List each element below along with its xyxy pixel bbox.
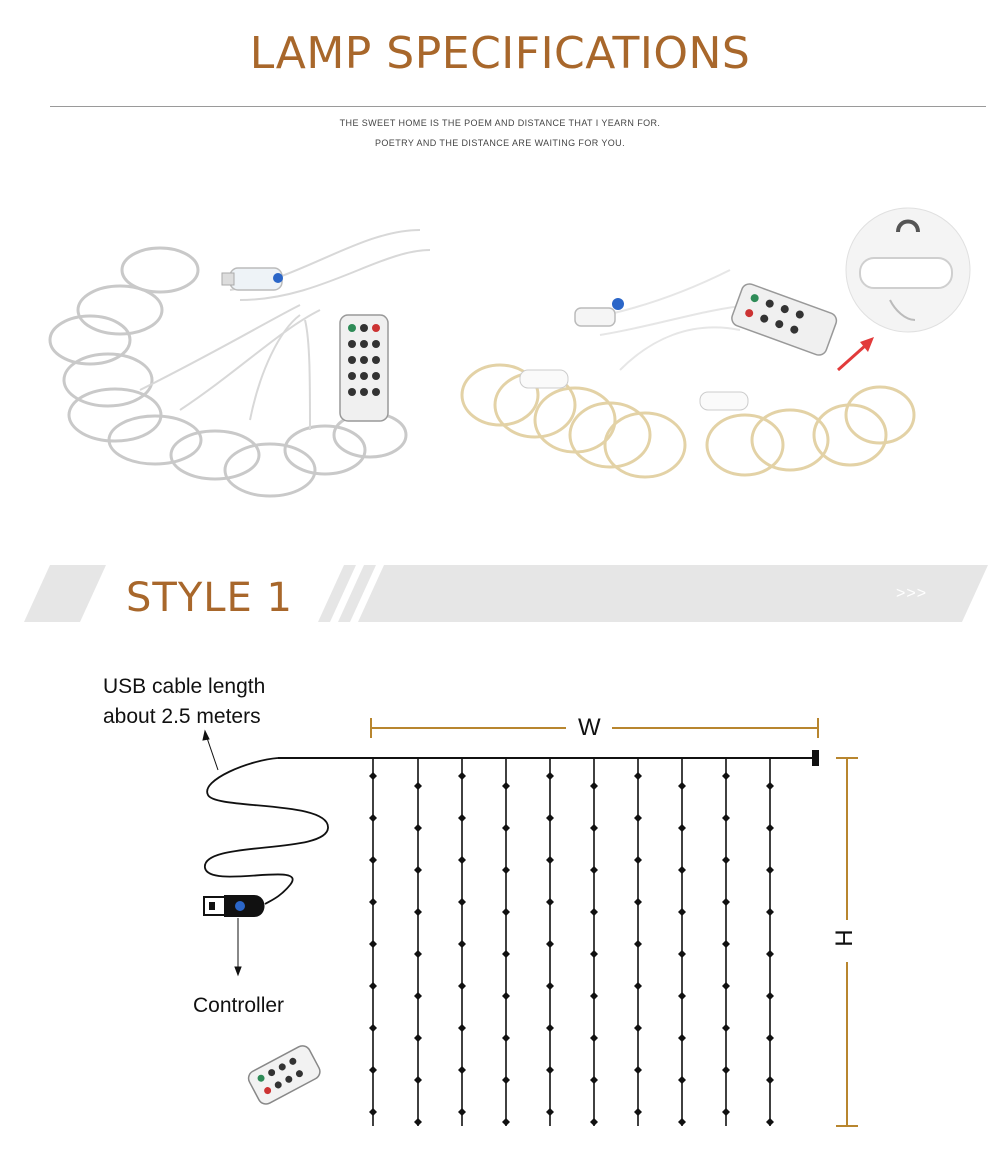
bulb-mark xyxy=(546,814,554,822)
bulb-mark xyxy=(634,856,642,864)
hook-inset xyxy=(846,208,970,332)
bulb-mark xyxy=(502,908,510,916)
bulb-mark xyxy=(414,1076,422,1084)
product-photo-warm xyxy=(462,270,914,477)
usb-text-line-1: USB cable length xyxy=(103,675,266,698)
bulb-mark xyxy=(634,814,642,822)
tagline-line-1: THE SWEET HOME IS THE POEM AND DISTANCE THAT I YEARN FOR. xyxy=(339,118,661,128)
controller-pointer xyxy=(235,918,241,975)
bulb-mark xyxy=(458,1024,466,1032)
bulb-mark xyxy=(458,982,466,990)
bulb-mark xyxy=(458,772,466,780)
usb-cable-length-label xyxy=(103,672,265,732)
title-divider xyxy=(50,106,986,107)
bulb-mark xyxy=(414,908,422,916)
tagline-line-2: POETRY AND THE DISTANCE ARE WAITING FOR YOU. xyxy=(375,138,625,148)
bulb-mark xyxy=(766,866,774,874)
bulb-mark xyxy=(546,898,554,906)
bulb-mark xyxy=(766,1034,774,1042)
bulb-mark xyxy=(766,1118,774,1126)
bulb-mark xyxy=(502,1034,510,1042)
usb-text-prefix: about xyxy=(103,705,162,728)
bulb-mark xyxy=(590,1034,598,1042)
bulb-mark xyxy=(369,772,377,780)
usb-plug-icon xyxy=(204,895,265,917)
bulb-mark xyxy=(722,898,730,906)
bulb-mark xyxy=(590,908,598,916)
bulb-mark xyxy=(678,992,686,1000)
bulb-mark xyxy=(414,1034,422,1042)
bulb-mark xyxy=(546,1066,554,1074)
bulb-mark xyxy=(634,1066,642,1074)
bulb-mark xyxy=(502,1076,510,1084)
bulb-mark xyxy=(369,1108,377,1116)
bulb-mark xyxy=(458,1066,466,1074)
bulb-mark xyxy=(458,814,466,822)
style-label: STYLE 1 xyxy=(126,575,293,621)
bulb-mark xyxy=(722,772,730,780)
bulb-mark xyxy=(546,982,554,990)
bulb-mark xyxy=(369,940,377,948)
bulb-mark xyxy=(766,908,774,916)
bulb-mark xyxy=(766,782,774,790)
bulb-mark xyxy=(766,992,774,1000)
bulb-mark xyxy=(678,782,686,790)
bulb-mark xyxy=(369,856,377,864)
height-label: H xyxy=(829,929,857,947)
bulb-marks xyxy=(369,772,774,1126)
bulb-mark xyxy=(678,908,686,916)
bulb-mark xyxy=(546,772,554,780)
bulb-mark xyxy=(722,856,730,864)
bulb-mark xyxy=(634,940,642,948)
bulb-mark xyxy=(590,824,598,832)
bulb-mark xyxy=(369,1066,377,1074)
bulb-mark xyxy=(458,898,466,906)
bulb-mark xyxy=(634,898,642,906)
product-photos xyxy=(0,170,1000,550)
bulb-mark xyxy=(678,824,686,832)
bulb-mark xyxy=(766,824,774,832)
bulb-mark xyxy=(546,856,554,864)
bulb-mark xyxy=(722,1024,730,1032)
bulb-mark xyxy=(546,940,554,948)
controller-label: Controller xyxy=(193,994,285,1017)
bulb-mark xyxy=(414,992,422,1000)
bulb-mark xyxy=(414,824,422,832)
remote-control-icon xyxy=(340,315,388,421)
bulb-mark xyxy=(722,1066,730,1074)
page-title: LAMP SPECIFICATIONS xyxy=(249,28,751,79)
bulb-mark xyxy=(502,824,510,832)
bulb-mark xyxy=(678,866,686,874)
bulb-mark xyxy=(458,856,466,864)
bulb-mark xyxy=(722,814,730,822)
bulb-mark xyxy=(590,782,598,790)
bulb-mark xyxy=(634,1108,642,1116)
bulb-mark xyxy=(546,1024,554,1032)
remote-control-icon-2 xyxy=(730,282,839,358)
bulb-mark xyxy=(458,940,466,948)
bulb-mark xyxy=(502,782,510,790)
bulb-mark xyxy=(766,950,774,958)
bulb-mark xyxy=(414,866,422,874)
bulb-mark xyxy=(678,1034,686,1042)
bulb-mark xyxy=(590,992,598,1000)
width-label: W xyxy=(578,714,601,741)
bulb-mark xyxy=(369,814,377,822)
usb-text-suffix: meters xyxy=(190,705,261,728)
bulb-mark xyxy=(678,1076,686,1084)
bulb-mark xyxy=(590,950,598,958)
red-arrow-icon xyxy=(838,337,874,370)
bulb-mark xyxy=(722,940,730,948)
bulb-mark xyxy=(590,866,598,874)
bulb-mark xyxy=(634,1024,642,1032)
usb-length-value: 2.5 xyxy=(161,705,191,728)
top-wire xyxy=(278,750,819,766)
bulb-mark xyxy=(414,782,422,790)
next-arrows: >>> xyxy=(896,585,928,602)
bulb-mark xyxy=(546,1108,554,1116)
bulb-mark xyxy=(678,950,686,958)
bulb-mark xyxy=(414,950,422,958)
remote-control-small-icon xyxy=(246,1043,323,1107)
bulb-mark xyxy=(369,1024,377,1032)
bulb-mark xyxy=(766,1076,774,1084)
bulb-mark xyxy=(414,1118,422,1126)
bulb-mark xyxy=(634,982,642,990)
light-strands xyxy=(373,758,770,1126)
bulb-mark xyxy=(502,992,510,1000)
bulb-mark xyxy=(678,1118,686,1126)
bulb-mark xyxy=(634,772,642,780)
usb-cable xyxy=(205,758,328,904)
bulb-mark xyxy=(502,866,510,874)
bulb-mark xyxy=(369,982,377,990)
bulb-mark xyxy=(458,1108,466,1116)
bulb-mark xyxy=(722,1108,730,1116)
bulb-mark xyxy=(590,1118,598,1126)
bulb-mark xyxy=(590,1076,598,1084)
bulb-mark xyxy=(502,950,510,958)
bulb-mark xyxy=(502,1118,510,1126)
usb-length-pointer xyxy=(203,731,218,770)
bulb-mark xyxy=(722,982,730,990)
bulb-mark xyxy=(369,898,377,906)
usb-text-line-2 xyxy=(103,702,265,732)
